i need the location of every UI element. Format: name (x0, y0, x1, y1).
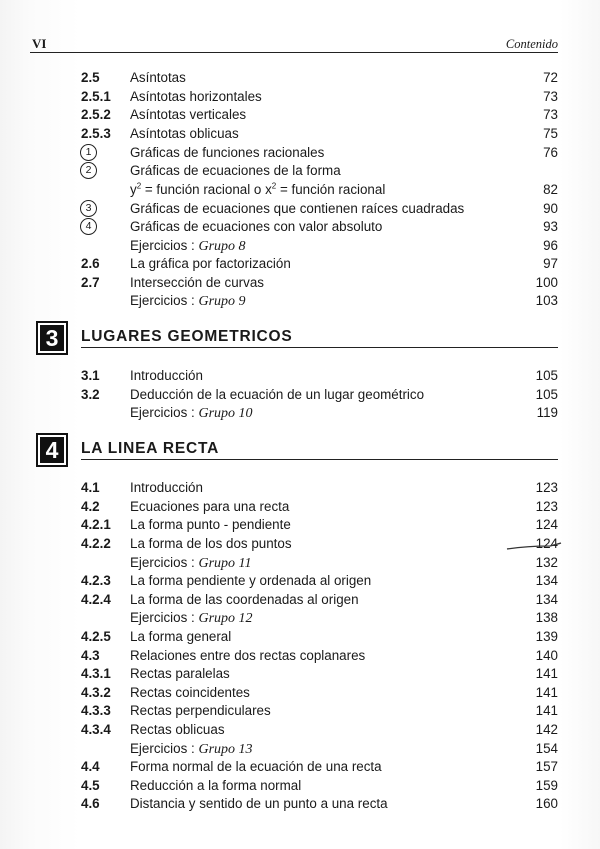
entry-title: Relaciones entre dos rectas coplanares (130, 648, 366, 663)
toc-entry[interactable] (0, 273, 600, 292)
toc-entry[interactable] (0, 646, 600, 665)
toc-entry[interactable] (0, 87, 600, 106)
entry-page: 73 (543, 89, 558, 104)
toc-entry[interactable] (0, 105, 600, 124)
chapter-number: 4 (45, 437, 59, 463)
chapter-title[interactable]: LA LINEA RECTA (81, 440, 220, 457)
toc-entry[interactable] (0, 217, 600, 236)
exercise-entry[interactable] (0, 403, 600, 422)
entry-title: Rectas perpendiculares (130, 703, 271, 718)
entry-page: 141 (535, 703, 558, 718)
entry-page: 72 (543, 70, 558, 85)
exercise-label: Ejercicios : (130, 238, 199, 253)
entry-number: 4.2.3 (81, 573, 111, 588)
entry-page: 123 (535, 480, 558, 495)
entry-number: 4.3.3 (81, 703, 111, 718)
entry-title: Distancia y sentido de un punto a una recta (130, 796, 388, 811)
exponent: 2 (271, 181, 277, 191)
formula-end: = función racional (276, 182, 386, 197)
entry-number: 3.2 (81, 387, 100, 402)
exercise-group: Grupo 10 (198, 406, 253, 421)
entry-page: 97 (543, 256, 558, 271)
exponent: 2 (136, 181, 142, 191)
toc-entry[interactable] (0, 627, 600, 646)
entry-number: 4.4 (81, 759, 100, 774)
circled-number-icon: 4 (80, 218, 97, 235)
toc-entry[interactable] (0, 497, 600, 516)
toc-entry[interactable] (0, 199, 600, 218)
toc-entry[interactable] (0, 515, 600, 534)
toc-entry[interactable] (0, 161, 600, 180)
entry-page: 157 (535, 759, 558, 774)
entry-page: 134 (535, 592, 558, 607)
exercise-label: Ejercicios : (130, 405, 199, 420)
entry-number: 2.5.1 (81, 89, 111, 104)
exercise-group: Grupo 11 (198, 556, 252, 571)
entry-number: 4.2 (81, 499, 100, 514)
toc-entry[interactable] (0, 794, 600, 813)
circled-number-icon: 2 (80, 162, 97, 179)
entry-title: Gráficas de funciones racionales (130, 145, 325, 160)
entry-page: 124 (535, 517, 558, 532)
entry-title: La gráfica por factorización (130, 256, 291, 271)
entry-page: 123 (535, 499, 558, 514)
entry-page: 139 (535, 629, 558, 644)
entry-title (130, 291, 246, 311)
circled-number-icon: 1 (80, 144, 97, 161)
toc-entry[interactable] (0, 776, 600, 795)
toc-entry[interactable] (0, 254, 600, 273)
entry-title (130, 403, 253, 423)
entry-page: 132 (535, 555, 558, 570)
entry-page: 124 (535, 536, 558, 551)
entry-title (130, 608, 253, 628)
toc-entry[interactable] (0, 664, 600, 683)
entry-number: 3.1 (81, 368, 100, 383)
exercise-group: Grupo 9 (198, 294, 246, 309)
chapter-rule (81, 459, 558, 460)
toc-entry-continuation[interactable] (0, 180, 600, 199)
toc-entry[interactable] (0, 720, 600, 739)
formula-y: y (130, 182, 137, 197)
entry-page: 100 (535, 275, 558, 290)
exercise-group: Grupo 13 (198, 742, 253, 757)
entry-title: Rectas paralelas (130, 666, 230, 681)
entry-number: 4.2.1 (81, 517, 111, 532)
page-number-label: VI (32, 36, 47, 51)
entry-title: Asíntotas verticales (130, 107, 247, 122)
entry-page: 134 (535, 573, 558, 588)
entry-title (130, 180, 385, 199)
entry-number: 4.2.4 (81, 592, 111, 607)
entry-page: 160 (535, 796, 558, 811)
entry-number: 4.3 (81, 648, 100, 663)
entry-title: Rectas coincidentes (130, 685, 250, 700)
entry-title: Asíntotas horizontales (130, 89, 262, 104)
toc-entry[interactable] (0, 701, 600, 720)
entry-number: 4.3.2 (81, 685, 111, 700)
toc-entry[interactable] (0, 68, 600, 87)
exercise-label: Ejercicios : (130, 741, 199, 756)
entry-page: 105 (535, 368, 558, 383)
chapter-rule (81, 347, 558, 348)
entry-page: 141 (535, 666, 558, 681)
entry-page: 140 (535, 648, 558, 663)
pen-strike-mark (506, 542, 562, 552)
entry-page: 141 (535, 685, 558, 700)
exercise-group: Grupo 12 (198, 611, 253, 626)
entry-title: Introducción (130, 480, 203, 495)
entry-number: 4.1 (81, 480, 100, 495)
exercise-entry[interactable] (0, 291, 600, 310)
entry-number: 2.7 (81, 275, 100, 290)
exercise-entry[interactable] (0, 553, 600, 572)
entry-title (130, 739, 253, 759)
entry-page: 103 (535, 293, 558, 308)
entry-page: 96 (543, 238, 558, 253)
entry-title: La forma pendiente y ordenada al origen (130, 573, 372, 588)
entry-title: Introducción (130, 368, 203, 383)
entry-title: La forma de las coordenadas al origen (130, 592, 359, 607)
entry-title: Intersección de curvas (130, 275, 264, 290)
entry-page: 76 (543, 145, 558, 160)
entry-title: Ecuaciones para una recta (130, 499, 290, 514)
exercise-label: Ejercicios : (130, 293, 199, 308)
circled-number-icon: 3 (80, 200, 97, 217)
entry-page: 142 (535, 722, 558, 737)
entry-page: 154 (535, 741, 558, 756)
entry-number: 2.5.3 (81, 126, 111, 141)
toc-entry[interactable] (0, 757, 600, 776)
chapter-number-badge (36, 321, 68, 355)
exercise-label: Ejercicios : (130, 555, 199, 570)
entry-title: Deducción de la ecuación de un lugar geométrico (130, 387, 425, 402)
chapter-number-badge (36, 433, 68, 467)
entry-page: 75 (543, 126, 558, 141)
entry-number: 2.5 (81, 70, 100, 85)
exercise-group: Grupo 8 (198, 239, 246, 254)
entry-page: 105 (535, 387, 558, 402)
entry-page: 138 (535, 610, 558, 625)
header-rule (30, 52, 558, 53)
chapter-title[interactable]: LUGARES GEOMETRICOS (81, 328, 293, 345)
entry-number: 2.5.2 (81, 107, 111, 122)
entry-title: Gráficas de ecuaciones con valor absoluto (130, 219, 383, 234)
entry-title: Reducción a la forma normal (130, 778, 302, 793)
entry-title: La forma punto - pendiente (130, 517, 291, 532)
entry-number: 4.5 (81, 778, 100, 793)
entry-title (130, 553, 252, 573)
entry-page: 119 (536, 405, 558, 420)
entry-title: Asíntotas oblicuas (130, 126, 239, 141)
toc-entry[interactable] (0, 478, 600, 497)
toc-entry[interactable] (0, 683, 600, 702)
entry-page: 82 (543, 182, 558, 197)
entry-number: 2.6 (81, 256, 100, 271)
entry-number: 4.2.2 (81, 536, 111, 551)
entry-page: 90 (543, 201, 558, 216)
entry-title: Gráficas de ecuaciones que contienen raíces cuadradas (130, 201, 465, 216)
running-header: Contenido (505, 37, 558, 51)
toc-entry[interactable] (0, 385, 600, 404)
toc-entry[interactable] (0, 366, 600, 385)
exercise-entry[interactable] (0, 608, 600, 627)
toc-entry[interactable] (0, 590, 600, 609)
exercise-entry[interactable] (0, 739, 600, 758)
entry-title (130, 236, 246, 256)
entry-number: 4.3.4 (81, 722, 111, 737)
exercise-label: Ejercicios : (130, 610, 199, 625)
entry-number: 4.6 (81, 796, 100, 811)
entry-number: 4.3.1 (81, 666, 111, 681)
entry-page: 159 (535, 778, 558, 793)
entry-title: Asíntotas (130, 70, 186, 85)
entry-title: Forma normal de la ecuación de una recta (130, 759, 382, 774)
entry-title: Rectas oblicuas (130, 722, 225, 737)
toc-entry[interactable] (0, 143, 600, 162)
toc-entry[interactable] (0, 124, 600, 143)
formula-middle: = función racional o x (141, 182, 272, 197)
entry-title: Gráficas de ecuaciones de la forma (130, 163, 341, 178)
entry-title: La forma de los dos puntos (130, 536, 292, 551)
toc-entry[interactable] (0, 571, 600, 590)
chapter-number: 3 (45, 325, 59, 351)
entry-title: La forma general (130, 629, 232, 644)
entry-number: 4.2.5 (81, 629, 111, 644)
entry-page: 93 (543, 219, 558, 234)
entry-page: 73 (543, 107, 558, 122)
exercise-entry[interactable] (0, 236, 600, 255)
